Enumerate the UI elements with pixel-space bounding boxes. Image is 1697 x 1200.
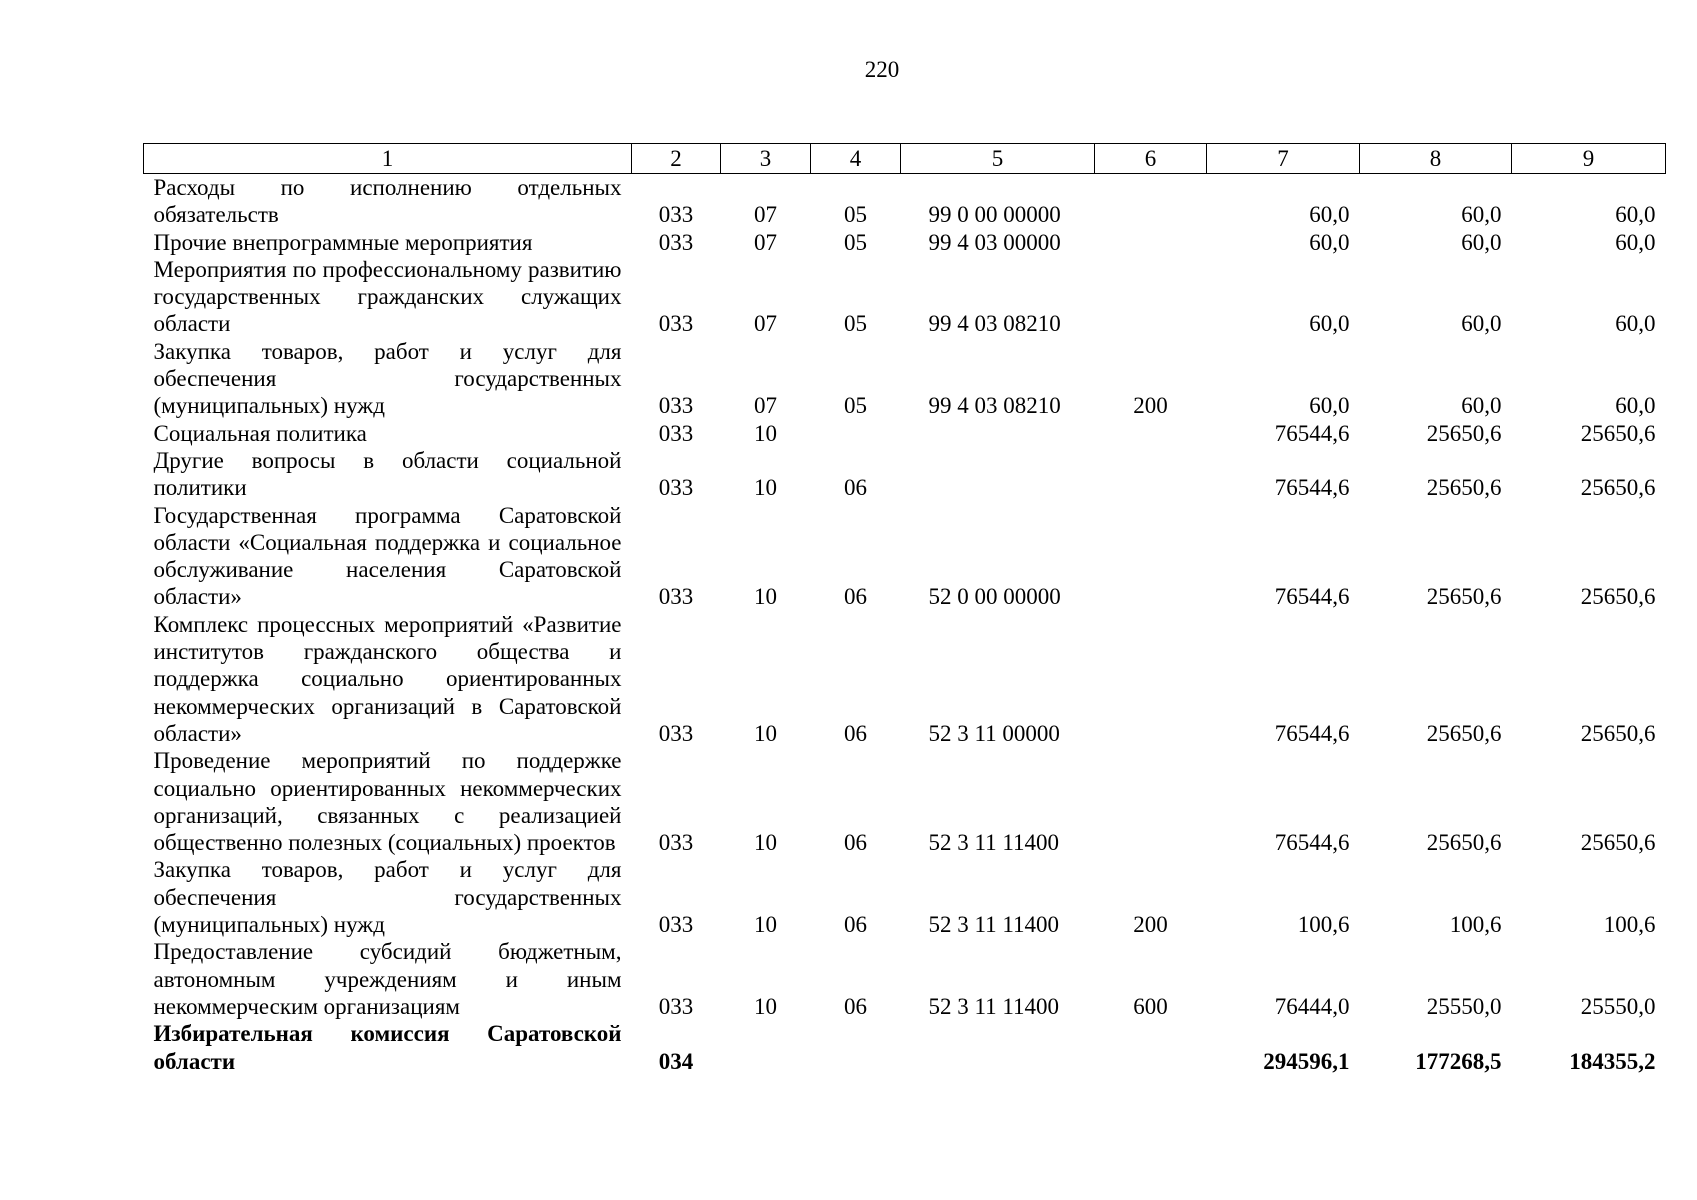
- row-ministry-code: 033: [658, 584, 694, 610]
- row-section-code: 10: [754, 420, 777, 446]
- row-amount-col8: 25650,6: [1426, 720, 1502, 746]
- row-section-code: 10: [754, 720, 777, 746]
- row-amount-col8: 60,0: [1461, 393, 1502, 419]
- row-amount-col9: 60,0: [1615, 311, 1656, 337]
- row-amount-col7: 100,6: [1297, 912, 1350, 938]
- header-col-9: 9: [1512, 144, 1666, 174]
- row-name: Избирательная комиссия Саратовской области: [153, 1021, 622, 1074]
- row-subsection-code: 05: [844, 202, 867, 228]
- row-ministry-code: 033: [658, 720, 694, 746]
- row-ministry-code: 033: [658, 912, 694, 938]
- row-amount-col8: 25650,6: [1426, 830, 1502, 856]
- row-amount-col9: 25650,6: [1580, 584, 1656, 610]
- row-amount-col7: 60,0: [1309, 229, 1350, 255]
- row-amount-col7: 60,0: [1309, 311, 1350, 337]
- row-amount-col7: 76544,6: [1274, 475, 1350, 501]
- row-name: Социальная политика: [153, 420, 367, 446]
- row-section-code: 07: [754, 311, 777, 337]
- row-target-article: 52 3 11 11400: [928, 993, 1060, 1019]
- row-section-code: 10: [754, 993, 777, 1019]
- row-section-code: 07: [754, 393, 777, 419]
- row-amount-col8: 177268,5: [1415, 1048, 1502, 1074]
- row-target-article: [901, 1020, 1095, 1075]
- table-header: [144, 144, 1666, 174]
- header-col-6: 6: [1095, 144, 1207, 174]
- row-expense-type: [1095, 420, 1207, 447]
- row-amount-col9: 100,6: [1603, 912, 1656, 938]
- row-ministry-code: 033: [658, 420, 694, 446]
- table-row: [144, 229, 1666, 256]
- row-subsection-code: 05: [844, 311, 867, 337]
- row-ministry-code: 033: [658, 830, 694, 856]
- row-subsection-code: 06: [844, 993, 867, 1019]
- row-target-article: 99 4 03 00000: [928, 229, 1061, 255]
- row-amount-col8: 25650,6: [1426, 475, 1502, 501]
- row-target-article: 52 3 11 11400: [928, 830, 1060, 856]
- row-ministry-code: 033: [658, 311, 694, 337]
- row-subsection-code: 06: [844, 475, 867, 501]
- row-expense-type: [1095, 256, 1207, 338]
- row-section-code: 10: [754, 912, 777, 938]
- table-row: [144, 502, 1666, 611]
- header-col-7: 7: [1207, 144, 1360, 174]
- row-subsection-code: 05: [844, 393, 867, 419]
- row-subsection-code: 06: [844, 584, 867, 610]
- row-subsection-code: 06: [844, 830, 867, 856]
- row-amount-col8: 60,0: [1461, 202, 1502, 228]
- row-amount-col9: 60,0: [1615, 393, 1656, 419]
- row-amount-col7: 294596,1: [1263, 1048, 1350, 1074]
- row-expense-type: [1095, 1020, 1207, 1075]
- budget-table: [143, 143, 1666, 1075]
- table-row: [144, 256, 1666, 338]
- row-expense-type: [1095, 447, 1207, 502]
- row-ministry-code: 033: [658, 393, 694, 419]
- row-subsection-code: [811, 1020, 901, 1075]
- row-amount-col9: 60,0: [1615, 202, 1656, 228]
- row-target-article: 99 4 03 08210: [928, 311, 1061, 337]
- header-col-5: 5: [901, 144, 1095, 174]
- header-col-1: 1: [144, 144, 632, 174]
- row-amount-col7: 76544,6: [1274, 420, 1350, 446]
- row-name: Закупка товаров, работ и услуг для обеспечения государственных (муниципальных) нужд: [153, 338, 622, 419]
- row-amount-col7: 76544,6: [1274, 720, 1350, 746]
- row-target-article: 99 4 03 08210: [928, 393, 1061, 419]
- row-target-article: [901, 420, 1095, 447]
- row-section-code: 10: [754, 830, 777, 856]
- row-target-article: 52 0 00 00000: [928, 584, 1061, 610]
- row-amount-col8: 25550,0: [1426, 993, 1502, 1019]
- row-ministry-code: 033: [658, 475, 694, 501]
- row-expense-type: [1095, 747, 1207, 856]
- row-subsection-code: 06: [844, 912, 867, 938]
- row-name: Государственная программа Саратовской области «Социальная поддержка и социальное обслуживание населения Саратовской области»: [153, 502, 622, 610]
- row-amount-col9: 25550,0: [1580, 993, 1656, 1019]
- row-name: Расходы по исполнению отдельных обязательств: [153, 175, 622, 228]
- row-expense-type: [1095, 229, 1207, 256]
- row-amount-col7: 60,0: [1309, 202, 1350, 228]
- row-name: Предоставление субсидий бюджетным, автономным учреждениям и иным некоммерческим организациям: [153, 939, 622, 1019]
- row-target-article: 99 0 00 00000: [928, 202, 1061, 228]
- table-row: [144, 338, 1666, 420]
- header-col-3: 3: [721, 144, 811, 174]
- row-section-code: 10: [754, 584, 777, 610]
- header-col-8: 8: [1360, 144, 1512, 174]
- row-expense-type: [1095, 502, 1207, 611]
- row-name: Комплекс процессных мероприятий «Развитие институтов гражданского общества и поддержка социально ориентированных некоммерческих организаций в Саратовской области»: [153, 611, 622, 746]
- row-amount-col9: 184355,2: [1569, 1048, 1656, 1074]
- row-amount-col8: 60,0: [1461, 229, 1502, 255]
- header-row: [144, 144, 1666, 174]
- row-name: Прочие внепрограммные мероприятия: [153, 229, 533, 255]
- table-row: [144, 747, 1666, 856]
- table-row: [144, 938, 1666, 1020]
- row-amount-col8: 25650,6: [1426, 420, 1502, 446]
- table-row: [144, 1020, 1666, 1075]
- row-expense-type: [1095, 611, 1207, 747]
- row-amount-col9: 25650,6: [1580, 420, 1656, 446]
- row-name: Закупка товаров, работ и услуг для обеспечения государственных (муниципальных) нужд: [153, 857, 622, 938]
- row-target-article: [901, 447, 1095, 502]
- row-amount-col8: 25650,6: [1426, 584, 1502, 610]
- row-amount-col7: 76444,0: [1274, 993, 1350, 1019]
- page-number: 220: [864, 57, 900, 82]
- header-col-4: 4: [811, 144, 901, 174]
- row-name: Проведение мероприятий по поддержке социально ориентированных некоммерческих организаций, связанных с реализацией общественно полезных (социальных) проектов: [153, 748, 622, 856]
- table-row: [144, 611, 1666, 747]
- row-amount-col9: 60,0: [1615, 229, 1656, 255]
- row-amount-col7: 76544,6: [1274, 584, 1350, 610]
- row-expense-type: 200: [1133, 393, 1168, 419]
- row-amount-col7: 60,0: [1309, 393, 1350, 419]
- row-subsection-code: 05: [844, 229, 867, 255]
- row-subsection-code: [811, 420, 901, 447]
- row-name: Мероприятия по профессиональному развитию государственных гражданских служащих области: [153, 256, 622, 337]
- row-expense-type: 600: [1133, 993, 1168, 1019]
- table-row: [144, 856, 1666, 938]
- row-ministry-code: 034: [658, 1048, 694, 1074]
- table-row: [144, 447, 1666, 502]
- table-row: [144, 420, 1666, 447]
- row-ministry-code: 033: [658, 202, 694, 228]
- row-target-article: 52 3 11 00000: [928, 720, 1060, 746]
- row-amount-col7: 76544,6: [1274, 830, 1350, 856]
- header-col-2: 2: [632, 144, 721, 174]
- row-amount-col9: 25650,6: [1580, 475, 1656, 501]
- row-section-code: 07: [754, 202, 777, 228]
- row-ministry-code: 033: [658, 993, 694, 1019]
- row-name: Другие вопросы в области социальной политики: [153, 447, 622, 501]
- row-section-code: 07: [754, 229, 777, 255]
- row-section-code: 10: [754, 475, 777, 501]
- row-amount-col9: 25650,6: [1580, 830, 1656, 856]
- table-row: [144, 174, 1666, 229]
- row-target-article: 52 3 11 11400: [928, 912, 1060, 938]
- row-expense-type: 200: [1133, 912, 1168, 938]
- table-body: [144, 174, 1666, 1075]
- row-amount-col9: 25650,6: [1580, 720, 1656, 746]
- row-ministry-code: 033: [658, 229, 694, 255]
- row-expense-type: [1095, 174, 1207, 229]
- row-subsection-code: 06: [844, 720, 867, 746]
- row-section-code: [721, 1020, 811, 1075]
- row-amount-col8: 60,0: [1461, 311, 1502, 337]
- row-amount-col8: 100,6: [1449, 912, 1502, 938]
